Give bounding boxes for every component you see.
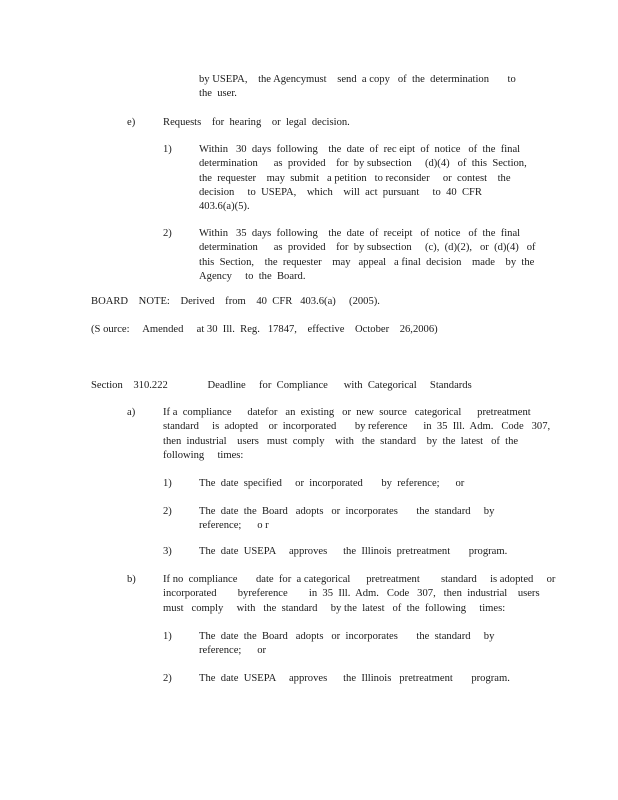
subsection-e-item-2-text: [199, 227, 536, 284]
text-line: The date USEPA approves the Illinois pretreatment program.: [199, 546, 508, 557]
text-line: determination as provided for by subsection (d)(4) of this Section,: [199, 158, 527, 170]
text-line: 403.6(a)(5).: [199, 201, 250, 213]
carryover-paragraph: [199, 73, 516, 102]
text-line: The date the Board adopts or incorporates the standard by: [199, 631, 495, 642]
item-label: 2): [163, 673, 172, 684]
text-line: The date USEPA approves the Illinois pretreatment program.: [199, 673, 510, 684]
item-label: 1): [163, 478, 172, 489]
subsection-b-label: b): [127, 574, 136, 585]
text-line: The date specified or incorporated by reference; or: [199, 478, 465, 489]
text-line: following times:: [163, 449, 244, 461]
subsection-b-item-2-text: [199, 672, 510, 686]
text-line: decision to USEPA, which will act pursuant to 40 CFR: [199, 186, 482, 198]
subsection-a-text: [163, 406, 550, 463]
text-line: standard is adopted or incorporated by reference in 35 Ill. Adm. Code 307,: [163, 421, 551, 433]
board-note: BOARD NOTE: Derived from 40 CFR 403.6(a) (2005).: [91, 296, 380, 307]
item-label: 2): [163, 228, 172, 239]
subsection-e-heading: Requests for hearing or legal decision.: [163, 117, 350, 128]
subsection-e-item-1-text: [199, 143, 527, 214]
subsection-a-item-2-text: [199, 505, 494, 534]
text-line: then industrial users must comply with the standard by the latest of the: [163, 435, 519, 447]
text-line: the requester may submit a petition to reconsider or contest the: [199, 172, 511, 184]
item-label: 2): [163, 506, 172, 517]
source-note: (S ource: Amended at 30 Ill. Reg. 17847, effective October 26,2006): [91, 324, 438, 335]
text-line: must comply with the standard by the latest of the following times:: [163, 602, 506, 614]
text-line: reference; o r: [199, 520, 269, 532]
text-line: determination as provided for by subsection (c), (d)(2), or (d)(4) of: [199, 242, 536, 254]
text-line: incorporated byreference in 35 Ill. Adm. Code 307, then industrial users: [163, 588, 540, 600]
text-line: Within 30 days following the date of rec eipt of notice of the final: [199, 144, 521, 155]
text-line: the user.: [199, 88, 237, 100]
subsection-a-item-1-text: [199, 477, 464, 491]
subsection-e-label: e): [127, 117, 136, 128]
text-line: If a compliance datefor an existing or new source categorical pretreatment: [163, 407, 531, 418]
item-label: 1): [163, 631, 172, 642]
subsection-b-text: [163, 573, 555, 616]
text-line: Agency to the Board.: [199, 270, 306, 282]
subsection-b-item-1-text: [199, 630, 494, 659]
item-label: 1): [163, 144, 172, 155]
subsection-a-item-3-text: [199, 545, 507, 559]
text-line: reference; or: [199, 645, 267, 657]
item-label: 3): [163, 546, 172, 557]
text-line: If no compliance date for a categorical pretreatment standard is adopted or: [163, 574, 556, 585]
text-line: The date the Board adopts or incorporates the standard by: [199, 506, 495, 517]
text-line: Within 35 days following the date of receipt of notice of the final: [199, 228, 521, 239]
subsection-a-label: a): [127, 407, 136, 418]
text-line: this Section, the requester may appeal a final decision made by the: [199, 256, 535, 268]
section-title: Section 310.222 Deadline for Compliance with Categorical Standards: [91, 380, 472, 391]
text-line: by USEPA, the Agencymust send a copy of the determination to: [199, 74, 516, 85]
